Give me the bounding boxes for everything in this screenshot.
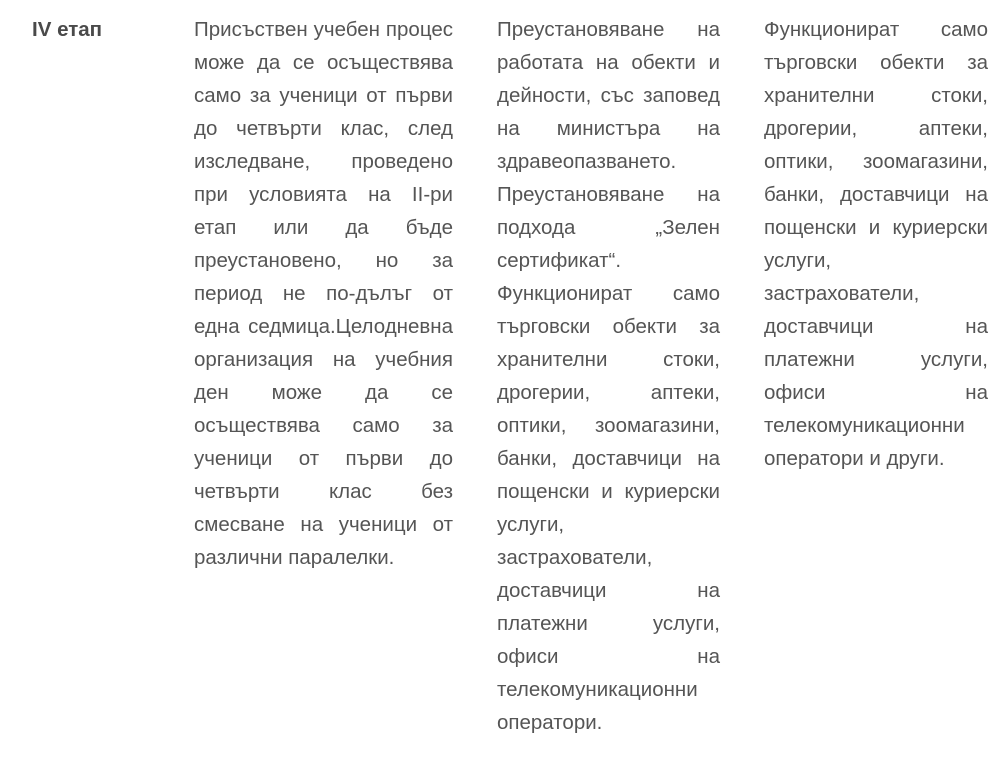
measure-paragraph-closure: Преустановяване на работата на обекти и дейности, със заповед на министъра на здравеопазването. bbox=[497, 18, 720, 173]
measure-paragraph-open-shops: Функционират само търговски обекти за хранителни стоки, дрогерии, аптеки, оптики, зоомагазини, банки, доставчици на пощенски и куриерски услуги, застрахователи, доставчици на платежни услуги, офиси на телекомуникационни оператори. bbox=[497, 282, 720, 734]
open-shops-cell bbox=[764, 13, 988, 475]
measure-paragraph-green-certificate: Преустановяване на подхода „Зелен сертификат“. bbox=[497, 183, 720, 272]
school-measures-cell bbox=[194, 13, 453, 574]
open-shops-text: Функционират само търговски обекти за хранителни стоки, дрогерии, аптеки, оптики, зоомагазини, банки, доставчици на пощенски и куриерски услуги, застрахователи, доставчици на платежни услуги, офиси на телекомуникационни оператори и други. bbox=[764, 18, 988, 470]
stage-label: IV етап bbox=[32, 18, 103, 41]
restriction-measures-cell bbox=[497, 13, 720, 739]
school-measures-text: Присъствен учебен процес може да се осъществява само за ученици от първи до четвърти клас, след изследване, проведено при условията на II-ри етап или да бъде преустановено, но за период не по-дълъг от една седмица.Целодневна организация на учебния ден може да се осъществява само за ученици от първи до четвърти клас без смесване на ученици от различни паралелки. bbox=[194, 18, 453, 569]
